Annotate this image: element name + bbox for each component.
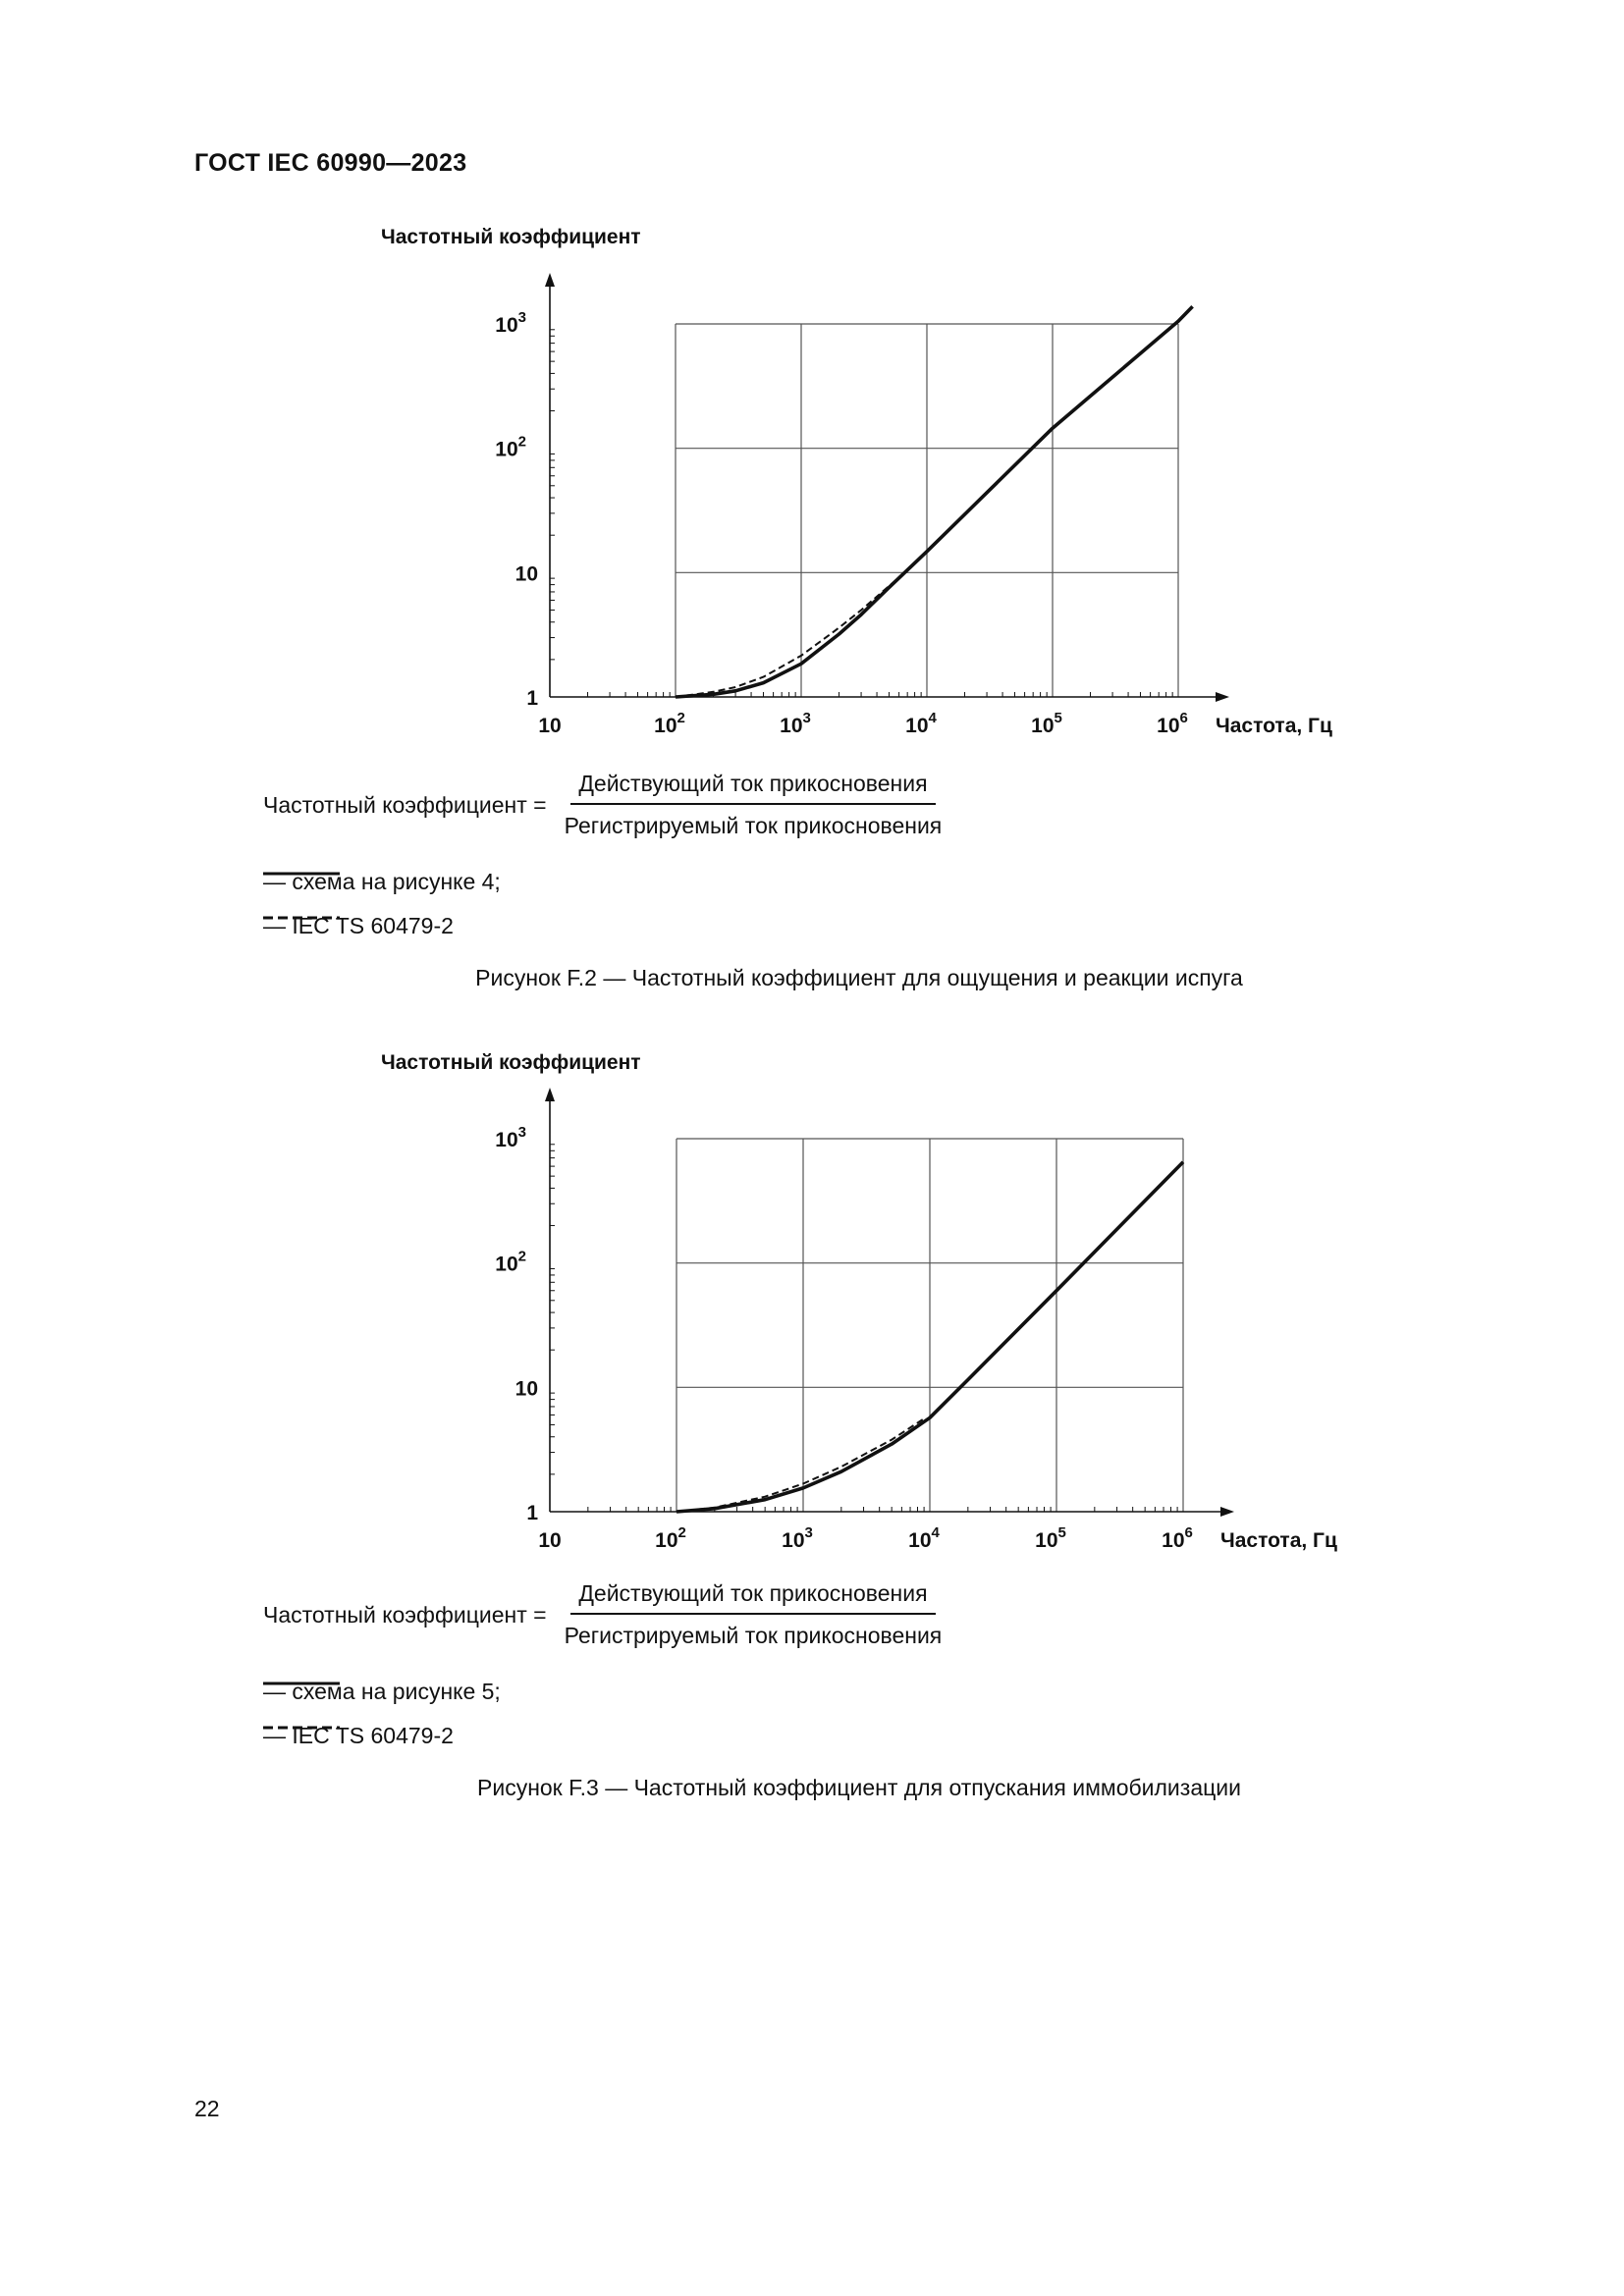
formula-numerator: Действующий ток прикосновения — [570, 1580, 935, 1615]
x-tick-exponent: 2 — [677, 1524, 686, 1541]
formula-fraction — [557, 1580, 950, 1649]
x-tick-label: $10^4$ — [905, 710, 937, 737]
x-tick-label: $10^5$ — [1035, 1524, 1066, 1552]
y-axis-arrow — [545, 273, 555, 287]
y-tick-label: 10 — [514, 1377, 538, 1401]
x-tick-exponent: 4 — [931, 1524, 940, 1541]
x-tick-label: $10^2$ — [654, 710, 685, 737]
x-axis-label: Частота, Гц — [1220, 1529, 1337, 1552]
x-tick-label: 10 — [538, 1529, 562, 1552]
x-tick-exponent: 6 — [1184, 1524, 1193, 1541]
formula-f3 — [263, 1580, 949, 1649]
x-tick-exponent: 6 — [1179, 710, 1188, 726]
x-tick-label: 10 — [538, 715, 562, 737]
series-line-solid — [676, 306, 1193, 697]
x-axis-label: Частота, Гц — [1216, 715, 1332, 737]
chart-f3 — [0, 1026, 1624, 1575]
x-tick-exponent: 5 — [1054, 710, 1062, 726]
legend-dashed-label: — IEC TS 60479-2 — [263, 1723, 454, 1748]
y-tick-label: 1 — [526, 1502, 538, 1524]
solid-line-sample — [263, 1679, 340, 1688]
formula-f2 — [263, 771, 949, 839]
y-axis-arrow — [545, 1088, 555, 1101]
chart-f2 — [0, 216, 1624, 766]
x-axis-arrow — [1216, 692, 1229, 702]
x-tick-label: $10^3$ — [782, 1524, 813, 1552]
legend-solid-label: — схема на рисунке 4; — [263, 869, 501, 894]
formula-numerator: Действующий ток прикосновения — [570, 771, 935, 805]
formula-lhs: Частотный коэффициент = — [263, 791, 547, 818]
y-tick-exponent: 2 — [517, 433, 526, 451]
x-tick-exponent: 5 — [1057, 1524, 1066, 1541]
x-tick-label: $10^2$ — [655, 1524, 686, 1552]
dashed-line-sample — [263, 913, 340, 923]
y-tick-label: 10 — [514, 562, 538, 586]
x-tick-label: $10^3$ — [780, 710, 811, 737]
y-axis-label: Частотный коэффициент — [381, 1051, 641, 1074]
x-tick-label: $10^6$ — [1162, 1524, 1193, 1552]
y-tick-label: 1 — [526, 687, 538, 710]
legend-dashed — [263, 1723, 454, 1749]
legend-dashed — [263, 913, 454, 939]
legend-dashed-label: — IEC TS 60479-2 — [263, 913, 454, 938]
solid-line-sample — [263, 869, 340, 879]
y-tick-label: $10^2$ — [495, 1248, 526, 1276]
formula-denominator: Регистрируемый ток прикосновения — [564, 813, 943, 838]
legend-solid — [263, 1679, 501, 1705]
y-tick-exponent: 2 — [517, 1248, 526, 1265]
y-tick-label: $10^3$ — [495, 309, 526, 337]
figure-caption: Рисунок F.3 — Частотный коэффициент для отпускания иммобилизации — [477, 1775, 1241, 1800]
formula-lhs: Частотный коэффициент = — [263, 1601, 547, 1628]
page-number: 22 — [194, 2096, 220, 2121]
y-tick-exponent: 3 — [517, 309, 526, 326]
x-tick-exponent: 3 — [804, 1524, 813, 1541]
dashed-line-sample — [263, 1723, 340, 1733]
y-axis-label: Частотный коэффициент — [381, 226, 641, 248]
formula-denominator: Регистрируемый ток прикосновения — [564, 1623, 943, 1648]
x-tick-exponent: 4 — [928, 710, 937, 726]
x-tick-label: $10^5$ — [1031, 710, 1062, 737]
series-line-dashed — [676, 570, 907, 697]
x-tick-exponent: 3 — [802, 710, 811, 726]
figure-f3 — [0, 1026, 1624, 1811]
y-tick-label: $10^2$ — [495, 433, 526, 461]
legend-solid-label: — схема на рисунке 5; — [263, 1679, 501, 1704]
document-header: ГОСТ IEC 60990—2023 — [194, 149, 467, 177]
x-axis-arrow — [1220, 1507, 1234, 1517]
y-tick-label: $10^3$ — [495, 1124, 526, 1151]
figure-f2 — [0, 216, 1624, 1001]
figure-caption: Рисунок F.2 — Частотный коэффициент для ощущения и реакции испуга — [475, 965, 1243, 990]
x-tick-label: $10^6$ — [1157, 710, 1188, 737]
x-tick-label: $10^4$ — [908, 1524, 940, 1552]
legend-solid — [263, 869, 501, 895]
formula-fraction — [557, 771, 950, 839]
y-tick-exponent: 3 — [517, 1124, 526, 1141]
x-tick-exponent: 2 — [677, 710, 685, 726]
series-line-dashed — [677, 1418, 924, 1512]
